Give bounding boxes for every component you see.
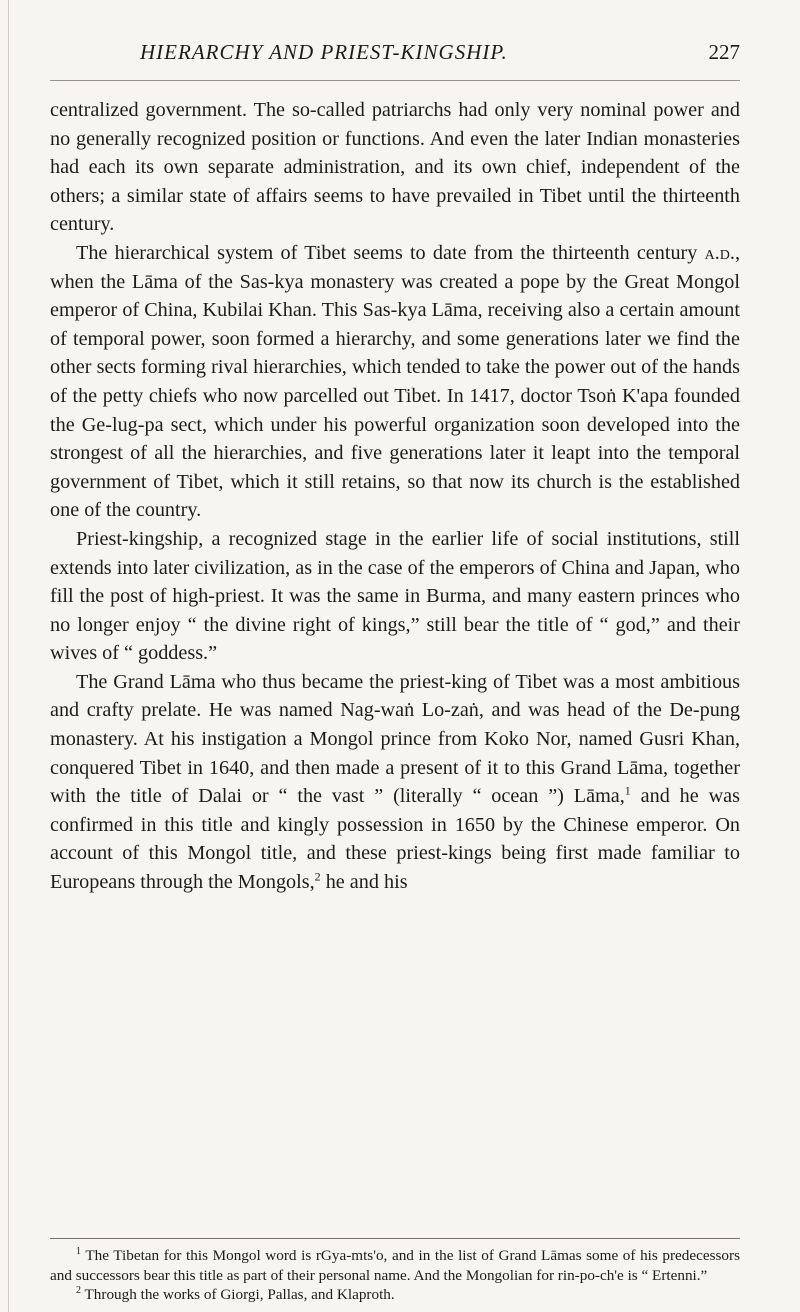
paragraph-4-text-b: and he was confirmed in this title and kingly possession in 1650 by the Chinese emperor. On account of this Mongol title, and these priest-kings being first made familiar to Europeans through the Mongols, [50, 785, 740, 894]
era-abbreviation: a.d. [704, 241, 735, 264]
footnote-ref-1[interactable]: 1 [624, 783, 631, 798]
footnote-1 [50, 1246, 740, 1285]
paragraph-4-text-a: The Grand Lāma who thus became the priest-king of Tibet was a most ambitious and crafty prelate. He was named Nag-waṅ Lo-zaṅ, and was head of the De-pung monastery. At his instigation a Mongol prince from Koko Nor, named Gusri Khan, conquered Tibet in 1640, and then made a present of it to this Grand Lāma, together with the title of Dalai or “ the vast ” (literally “ ocean ”) Lāma, [50, 670, 740, 808]
footnote-rule [50, 1238, 740, 1239]
paragraph-2-text-a: The hierarchical system of Tibet seems to date from the thirteenth century [76, 241, 705, 264]
footnotes [50, 1246, 740, 1305]
footnote-ref-2[interactable]: 2 [314, 869, 321, 884]
paragraph-4-text-c: he and his [320, 871, 408, 894]
running-title: HIERARCHY AND PRIEST-KINGSHIP. [140, 40, 508, 64]
footnote-2-text: Through the works of Giorgi, Pallas, and Klaproth. [81, 1286, 395, 1304]
paragraph-3: Priest-kingship, a recognized stage in the earlier life of social institutions, still extends into later civilization, as in the case of the emperors of China and Japan, who fill the post of high-priest. It was the same in Burma, and many eastern princes who no longer enjoy “ the divine right of kings,” still bear the title of “ god,” and their wives of “ goddess.” [50, 527, 740, 665]
running-header [140, 40, 740, 70]
header-rule [50, 80, 740, 81]
footnote-marker-1: 1 [76, 1245, 81, 1257]
footnote-1-text: The Tibetan for this Mongol word is rGya-mts'o, and in the list of Grand Lāmas some of his predecessors and successors bear this title as part of their personal name. And the Mongolian for rin-po-ch'e is “ Ertenni.” [50, 1247, 740, 1284]
paragraph-4 [50, 668, 740, 897]
footnote-2 [50, 1285, 740, 1305]
page-number: 227 [708, 40, 740, 64]
page-edge [8, 0, 9, 1312]
paragraph-2 [50, 239, 740, 525]
body-text [50, 96, 740, 897]
footnote-marker-2: 2 [76, 1285, 81, 1297]
paragraph-1: centralized government. The so-called patriarchs had only very nominal power and no generally recognized position or functions. And even the later Indian monasteries had each its own separate administration, and its own chief, independent of the others; a similar state of affairs seems to have prevailed in Tibet until the thirteenth century. [50, 99, 740, 236]
paragraph-2-text-b: , when the Lāma of the Sas-kya monastery was created a pope by the Great Mongol emperor of China, Kubilai Khan. This Sas-kya Lāma, receiving also a certain amount of temporal power, soon formed a hierarchy, and some generations later we find the other sects forming rival hierarchies, which tended to take the power out of the hands of the petty chiefs who now parcelled out Tibet. In 1417, doctor Tsoṅ K'apa founded the Ge-lug-pa sect, which under his powerful organization soon developed into the strongest of all the hierarchies, and five generations later it leapt into the temporal government of Tibet, which it still retains, so that now its church is the established one of the country. [50, 241, 740, 522]
